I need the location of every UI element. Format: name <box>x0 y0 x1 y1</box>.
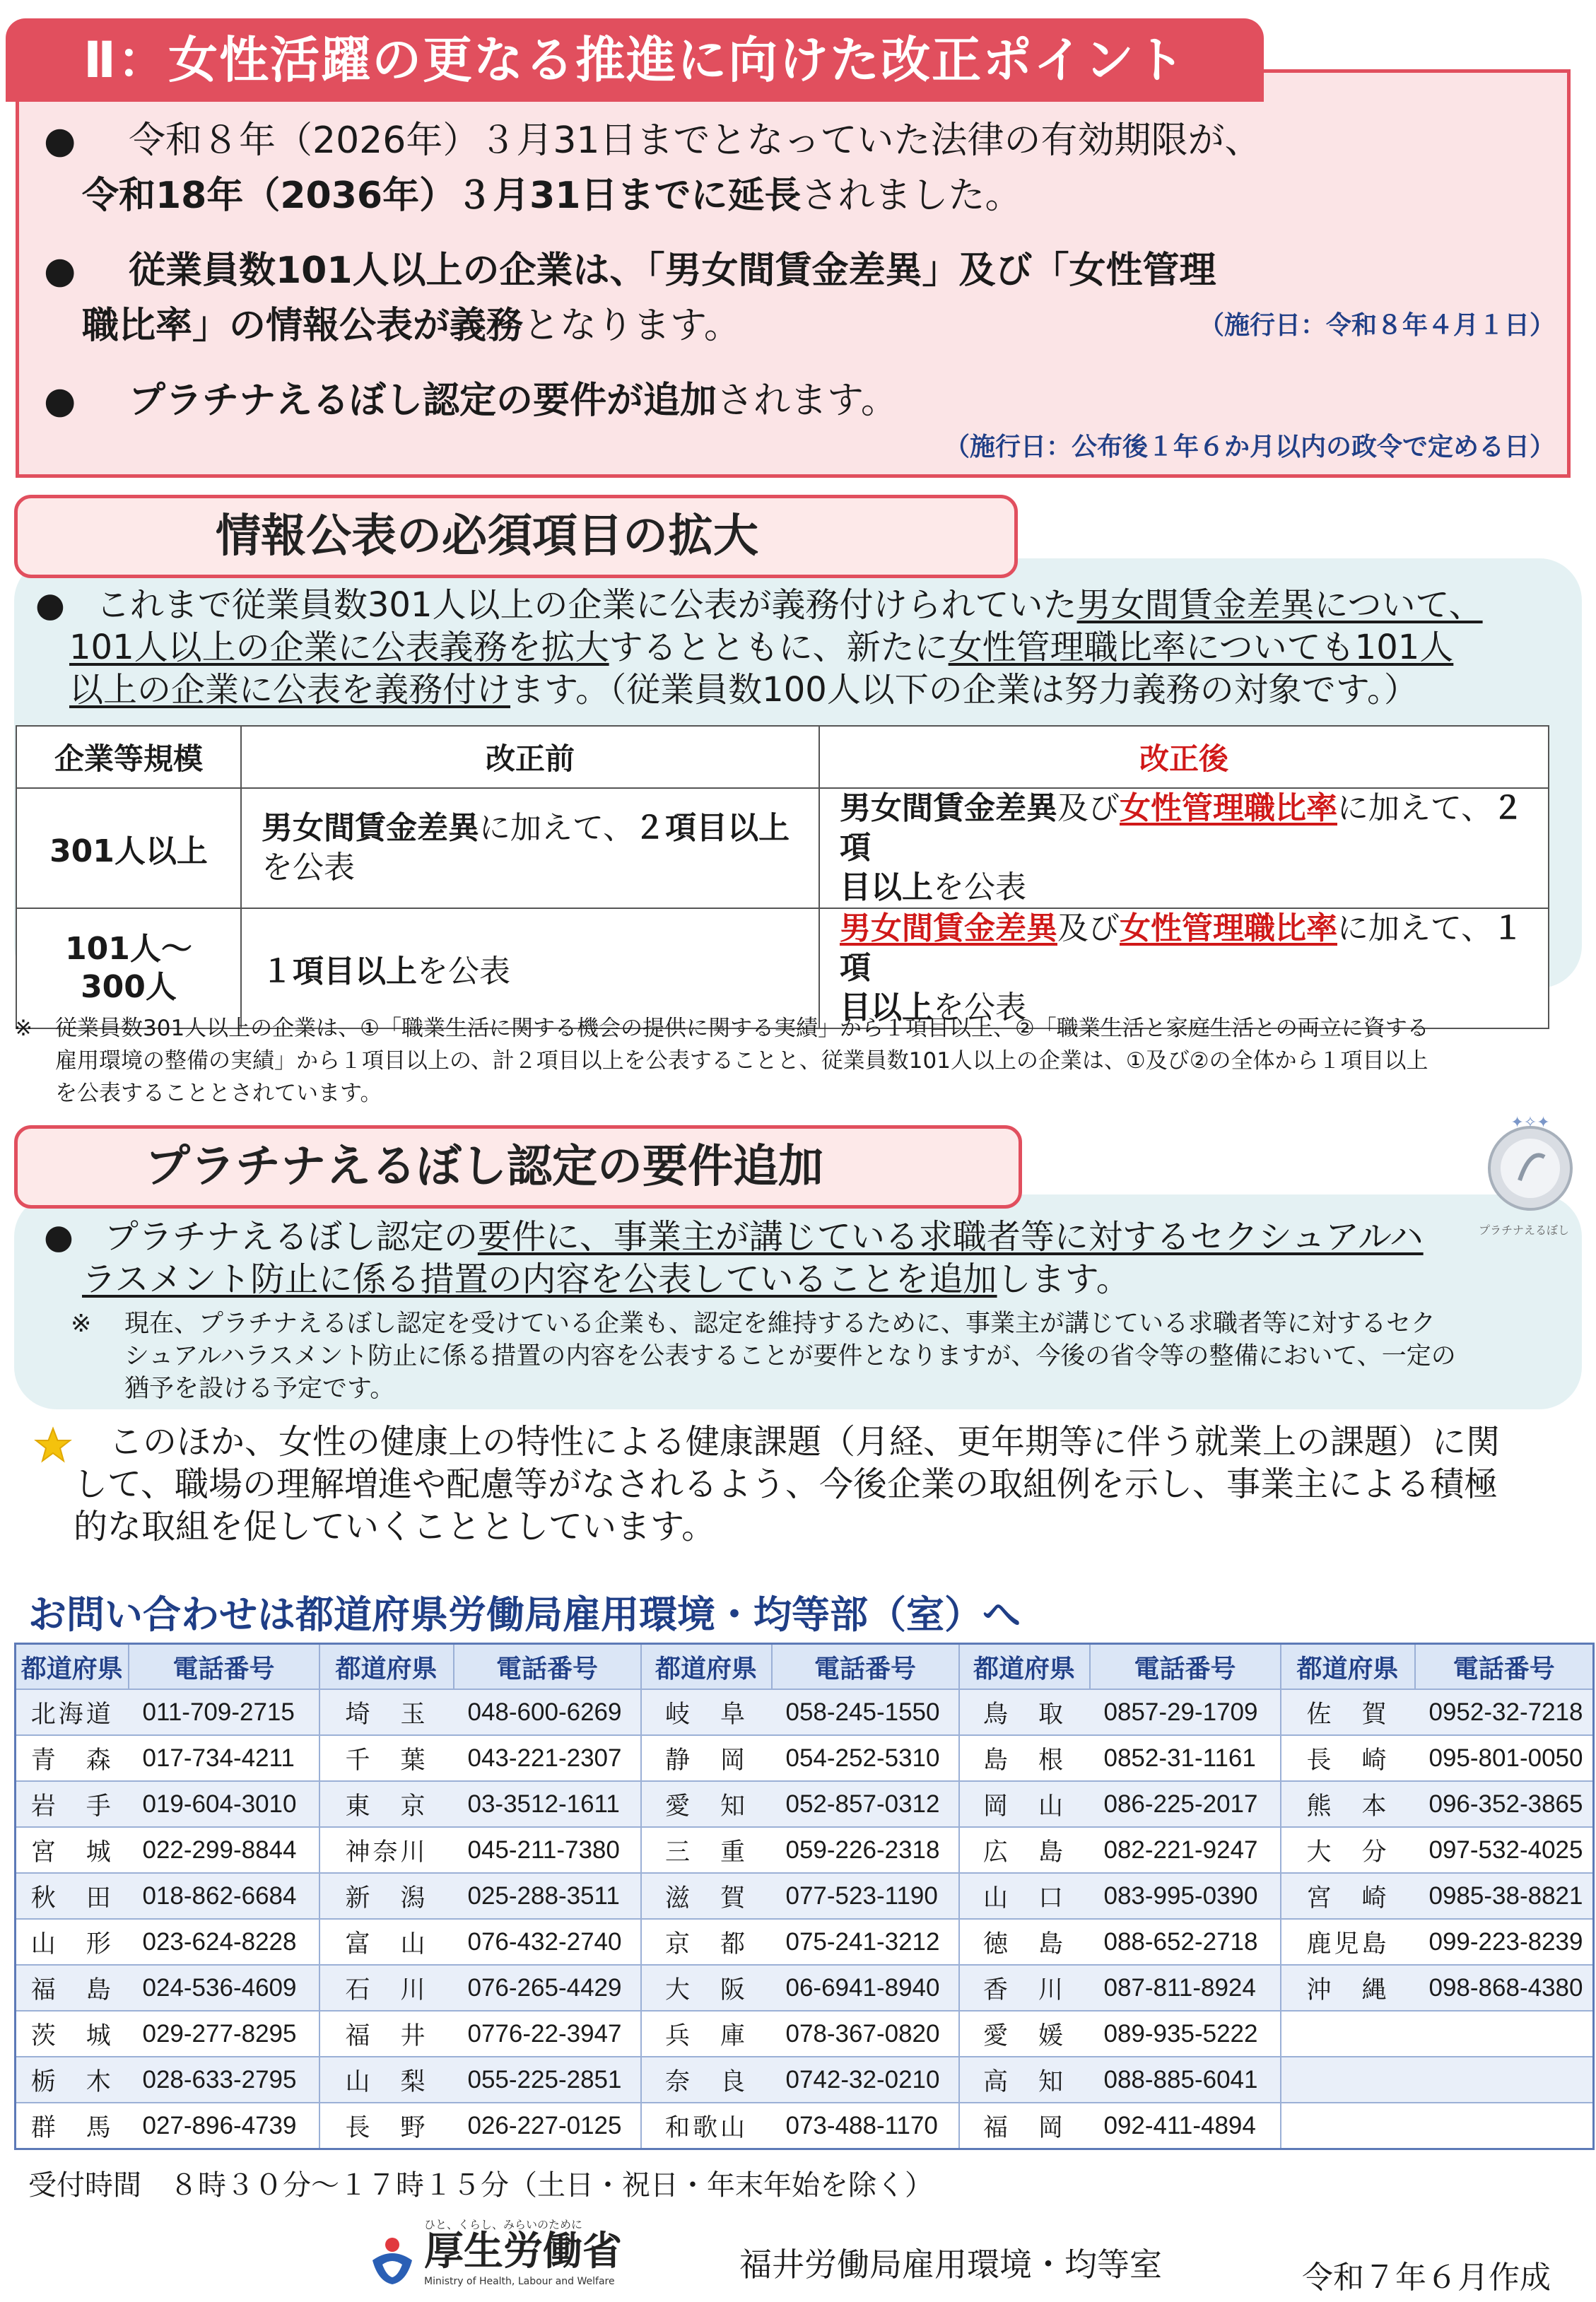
bullet: ● <box>44 380 76 422</box>
th-after: 改正後 <box>819 726 1549 788</box>
prefecture-cell: 北海道 <box>16 1689 129 1735</box>
prefecture-cell: 高 知 <box>959 2057 1090 2103</box>
disclosure-note-mark: ※ <box>14 1016 33 1041</box>
phone-cell: 0857-29-1709 <box>1090 1689 1281 1735</box>
th-tel: 電話番号 <box>454 1644 641 1690</box>
phone-cell: 076-432-2740 <box>454 1919 641 1965</box>
bullet2-line2 <box>82 298 741 353</box>
prefecture-cell: 栃 木 <box>16 2057 129 2103</box>
phone-cell: 073-488-1170 <box>772 2103 959 2149</box>
prefecture-cell: 大 阪 <box>641 1965 772 2011</box>
phone-cell: 075-241-3212 <box>772 1919 959 1965</box>
table-row <box>16 1827 1594 1873</box>
prefecture-cell: 兵 庫 <box>641 2011 772 2057</box>
phone-cell: 058-245-1550 <box>772 1689 959 1735</box>
phone-cell: 03-3512-1611 <box>454 1781 641 1827</box>
th-pref: 都道府県 <box>16 1644 129 1690</box>
office-name: 福井労働局雇用環境・均等室 <box>739 2245 1162 2284</box>
prefecture-cell: 沖 縄 <box>1281 1965 1415 2011</box>
phone-cell <box>1415 2011 1594 2057</box>
phone-cell: 0952-32-7218 <box>1415 1689 1594 1735</box>
prefecture-cell: 長 野 <box>319 2103 454 2149</box>
prefecture-cell: 愛 媛 <box>959 2011 1090 2057</box>
prefecture-cell: 福 島 <box>16 1965 129 2011</box>
phone-cell <box>1415 2057 1594 2103</box>
disclosure-text-2u2: 女性管理職比率についても101人 <box>948 628 1454 667</box>
contact-table <box>14 1643 1595 2150</box>
phone-cell: 025-288-3511 <box>454 1873 641 1919</box>
row2-after: 男女間賃金差異及び女性管理職比率に加えて、１項 目以上を公表 <box>819 908 1549 1028</box>
phone-cell: 024-536-4609 <box>129 1965 319 2011</box>
bullet2-line1: 従業員数101人以上の企業は、「男女間賃金差異」及び「女性管理 <box>129 249 1216 292</box>
th-pref: 都道府県 <box>959 1644 1090 1690</box>
phone-cell: 028-633-2795 <box>129 2057 319 2103</box>
comparison-table <box>16 725 1549 1029</box>
prefecture-cell: 神奈川 <box>319 1827 454 1873</box>
prefecture-cell: 東 京 <box>319 1781 454 1827</box>
badge-text: プラチナえるぼし <box>1479 1223 1570 1237</box>
bullet: ● <box>35 585 65 625</box>
phone-cell: 019-604-3010 <box>129 1781 319 1827</box>
prefecture-cell: 和歌山 <box>641 2103 772 2149</box>
th-pref: 都道府県 <box>319 1644 454 1690</box>
prefecture-cell: 富 山 <box>319 1919 454 1965</box>
phone-cell: 022-299-8844 <box>129 1827 319 1873</box>
phone-cell: 026-227-0125 <box>454 2103 641 2149</box>
disclosure-text-3u: 以上の企業に公表を義務付け <box>69 670 511 710</box>
platinum-text-a: プラチナえるぼし認定の <box>104 1217 478 1257</box>
phone-cell: 018-862-6684 <box>129 1873 319 1919</box>
disclosure-text-1a: これまで従業員数301人以上の企業に公表が義務付けられていた <box>95 585 1077 625</box>
prefecture-cell: 熊 本 <box>1281 1781 1415 1827</box>
prefecture-cell: 鳥 取 <box>959 1689 1090 1735</box>
row1-before: 男女間賃金差異に加えて、２項目以上 を公表 <box>241 788 819 908</box>
created-date: 令和７年６月作成 <box>1302 2260 1551 2296</box>
table-row <box>16 1873 1594 1919</box>
th-before: 改正前 <box>241 726 819 788</box>
phone-cell: 027-896-4739 <box>129 2103 319 2149</box>
phone-cell: 059-226-2318 <box>772 1827 959 1873</box>
phone-cell: 0742-32-0210 <box>772 2057 959 2103</box>
phone-cell: 089-935-5222 <box>1090 2011 1281 2057</box>
row1-scale: 301人以上 <box>16 788 241 908</box>
prefecture-cell: 宮 城 <box>16 1827 129 1873</box>
table-row <box>16 788 1549 908</box>
prefecture-cell: 群 馬 <box>16 2103 129 2149</box>
phone-cell: 055-225-2851 <box>454 2057 641 2103</box>
th-tel: 電話番号 <box>129 1644 319 1690</box>
disclosure-text-3a: ます。（従業員数100人以下の企業は努力義務の対象です。） <box>510 670 1418 710</box>
platinum-note-mark: ※ <box>71 1310 92 1338</box>
disclosure-text-1u: 男女間賃金差異について、 <box>1076 585 1483 625</box>
disclosure-paragraph <box>35 584 1483 711</box>
prefecture-cell: 岡 山 <box>959 1781 1090 1827</box>
platinum-paragraph <box>44 1216 1424 1300</box>
phone-cell: 054-252-5310 <box>772 1735 959 1781</box>
phone-cell: 0776-22-3947 <box>454 2011 641 2057</box>
phone-cell: 076-265-4429 <box>454 1965 641 2011</box>
table-row <box>16 1919 1594 1965</box>
table-row <box>16 1781 1594 1827</box>
phone-cell: 029-277-8295 <box>129 2011 319 2057</box>
phone-cell: 052-857-0312 <box>772 1781 959 1827</box>
health-line: 的な取組を促していくこととしています。 <box>74 1507 716 1546</box>
prefecture-cell: 長 崎 <box>1281 1735 1415 1781</box>
phone-cell: 048-600-6269 <box>454 1689 641 1735</box>
note-line: シュアルハラスメント防止に係る措置の内容を公表することが要件となりますが、今後の省令等の整備において、一定の <box>124 1342 1456 1370</box>
prefecture-cell: 広 島 <box>959 1827 1090 1873</box>
phone-cell: 088-652-2718 <box>1090 1919 1281 1965</box>
bullet3-rest: されます。 <box>717 380 898 422</box>
star-icon <box>34 1426 72 1464</box>
contact-title: お問い合わせは都道府県労働局雇用環境・均等部（室）へ <box>28 1592 1021 1637</box>
bullet3-effective-date: （施行日：公布後１年６か月以内の政令で定める日） <box>944 433 1555 462</box>
prefecture-cell: 新 潟 <box>319 1873 454 1919</box>
note-line: 雇用環境の整備の実績」から１項目以上の、計２項目以上を公表することと、従業員数101人以上の企業は、①及び②の全体から１項目以上 <box>55 1048 1428 1074</box>
table-row <box>16 2057 1594 2103</box>
bullet1-line2 <box>82 168 1021 223</box>
th-tel: 電話番号 <box>1090 1644 1281 1690</box>
note-line: 従業員数301人以上の企業は、①「職業生活に関する機会の提供に関する実績」から１項目以上、②「職業生活と家庭生活との両立に資する <box>55 1016 1429 1041</box>
row2-scale: 101人～ 300人 <box>16 908 241 1028</box>
prefecture-cell: 静 岡 <box>641 1735 772 1781</box>
prefecture-cell: 福 岡 <box>959 2103 1090 2149</box>
prefecture-cell: 大 分 <box>1281 1827 1415 1873</box>
table-row <box>16 1965 1594 2011</box>
section2-header: Ⅱ：女性活躍の更なる推進に向けた改正ポイント <box>6 18 1264 102</box>
prefecture-cell: 奈 良 <box>641 2057 772 2103</box>
prefecture-cell: 山 口 <box>959 1873 1090 1919</box>
health-paragraph <box>74 1421 1500 1548</box>
prefecture-cell: 京 都 <box>641 1919 772 1965</box>
bullet1-bold: 令和18年（2036年）３月31日までに延長 <box>82 175 802 217</box>
bullet1-line1: 令和８年（2026年）３月31日までとなっていた法律の有効期限が、 <box>129 119 1262 162</box>
phone-cell: 023-624-8228 <box>129 1919 319 1965</box>
prefecture-cell: 滋 賀 <box>641 1873 772 1919</box>
prefecture-cell: 福 井 <box>319 2011 454 2057</box>
phone-cell: 086-225-2017 <box>1090 1781 1281 1827</box>
platinum-text-u1: 要件に、事業主が講じている求職者等に対するセクシュアルハ <box>477 1217 1424 1257</box>
logo-english: Ministry of Health, Labour and Welfare <box>424 2276 615 2287</box>
contact-hours: 受付時間 ８時３０分～１７時１５分（土日・祝日・年末年始を除く） <box>28 2169 933 2202</box>
phone-cell: 078-367-0820 <box>772 2011 959 2057</box>
phone-cell: 045-211-7380 <box>454 1827 641 1873</box>
th-tel: 電話番号 <box>1415 1644 1594 1690</box>
note-line: 現在、プラチナえるぼし認定を受けている企業も、認定を維持するために、事業主が講じている求職者等に対するセク <box>124 1310 1436 1338</box>
phone-cell: 095-801-0050 <box>1415 1735 1594 1781</box>
prefecture-cell: 三 重 <box>641 1827 772 1873</box>
bullet: ● <box>44 1217 74 1257</box>
health-line: このほか、女性の健康上の特性による健康課題（月経、更年期等に伴う就業上の課題）に関 <box>109 1422 1501 1462</box>
th-pref: 都道府県 <box>641 1644 772 1690</box>
logo-name: 厚生労働省 <box>424 2228 622 2274</box>
bullet3-bold: プラチナえるぼし認定の要件が追加 <box>129 380 717 422</box>
prefecture-cell: 島 根 <box>959 1735 1090 1781</box>
phone-cell: 082-221-9247 <box>1090 1827 1281 1873</box>
health-line: して、職場の理解増進や配慮等がなされるよう、今後企業の取組例を示し、事業主による積極 <box>74 1464 1498 1504</box>
prefecture-cell: 香 川 <box>959 1965 1090 2011</box>
prefecture-cell <box>1281 2057 1415 2103</box>
disclosure-text-2u1: 101人以上の企業に公表義務を拡大 <box>69 628 609 667</box>
prefecture-cell: 鹿児島 <box>1281 1919 1415 1965</box>
logo-tagline: ひと、くらし、みらいのために <box>424 2218 583 2231</box>
table-row <box>16 908 1549 1028</box>
bullet2-effective-date: （施行日：令和８年４月１日） <box>1198 311 1555 340</box>
phone-cell: 043-221-2307 <box>454 1735 641 1781</box>
phone-cell: 083-995-0390 <box>1090 1873 1281 1919</box>
phone-cell: 092-411-4894 <box>1090 2103 1281 2149</box>
prefecture-cell: 茨 城 <box>16 2011 129 2057</box>
table-row <box>16 1735 1594 1781</box>
prefecture-cell: 山 形 <box>16 1919 129 1965</box>
phone-cell: 0852-31-1161 <box>1090 1735 1281 1781</box>
phone-cell: 0985-38-8821 <box>1415 1873 1594 1919</box>
bullet3-line <box>129 373 898 428</box>
disclosure-note <box>55 1012 1429 1110</box>
phone-cell: 088-885-6041 <box>1090 2057 1281 2103</box>
row2-before: １項目以上を公表 <box>241 908 819 1028</box>
table-row <box>16 1689 1594 1735</box>
disclosure-title: 情報公表の必須項目の拡大 <box>14 495 1018 578</box>
phone-cell: 099-223-8239 <box>1415 1919 1594 1965</box>
prefecture-cell: 石 川 <box>319 1965 454 2011</box>
prefecture-cell: 岐 阜 <box>641 1689 772 1735</box>
phone-cell: 017-734-4211 <box>129 1735 319 1781</box>
prefecture-cell: 徳 島 <box>959 1919 1090 1965</box>
prefecture-cell: 愛 知 <box>641 1781 772 1827</box>
note-line: 猶予を設ける予定です。 <box>124 1375 395 1403</box>
row1-after: 男女間賃金差異及び女性管理職比率に加えて、２項 目以上を公表 <box>819 788 1549 908</box>
th-scale: 企業等規模 <box>16 726 241 788</box>
prefecture-cell <box>1281 2011 1415 2057</box>
bullet2-rest: となります。 <box>523 305 741 347</box>
bullet1-rest: されました。 <box>801 175 1022 217</box>
phone-cell: 096-352-3865 <box>1415 1781 1594 1827</box>
phone-cell <box>1415 2103 1594 2149</box>
prefecture-cell: 埼 玉 <box>319 1689 454 1735</box>
prefecture-cell <box>1281 2103 1415 2149</box>
bullet: ● <box>44 249 76 292</box>
platinum-title: プラチナえるぼし認定の要件追加 <box>14 1125 1022 1209</box>
th-pref: 都道府県 <box>1281 1644 1415 1690</box>
phone-cell: 097-532-4025 <box>1415 1827 1594 1873</box>
prefecture-cell: 青 森 <box>16 1735 129 1781</box>
platinum-text-u2: ラスメント防止に係る措置の内容を公表していることを追加 <box>82 1259 997 1299</box>
note-line: を公表することとされています。 <box>55 1081 382 1106</box>
disclosure-text-2a: するとともに、新たに <box>609 628 949 667</box>
mhlw-logo-icon <box>364 2232 421 2289</box>
platinum-text-b: します。 <box>997 1259 1130 1299</box>
prefecture-cell: 千 葉 <box>319 1735 454 1781</box>
th-tel: 電話番号 <box>772 1644 959 1690</box>
phone-cell: 077-523-1190 <box>772 1873 959 1919</box>
bullet2-bold: 職比率」の情報公表が義務 <box>82 305 524 347</box>
platinum-note <box>124 1308 1456 1405</box>
prefecture-cell: 宮 崎 <box>1281 1873 1415 1919</box>
platinum-eruboshi-badge-icon <box>1477 1113 1583 1219</box>
phone-cell: 06-6941-8940 <box>772 1965 959 2011</box>
prefecture-cell: 佐 賀 <box>1281 1689 1415 1735</box>
prefecture-cell: 岩 手 <box>16 1781 129 1827</box>
phone-cell: 087-811-8924 <box>1090 1965 1281 2011</box>
phone-cell: 011-709-2715 <box>129 1689 319 1735</box>
bullet: ● <box>44 119 76 162</box>
badge-stars-icon: ✦✧✦ <box>1510 1114 1550 1132</box>
table-row <box>16 2011 1594 2057</box>
phone-cell: 098-868-4380 <box>1415 1965 1594 2011</box>
table-row <box>16 2103 1594 2149</box>
prefecture-cell: 秋 田 <box>16 1873 129 1919</box>
prefecture-cell: 山 梨 <box>319 2057 454 2103</box>
